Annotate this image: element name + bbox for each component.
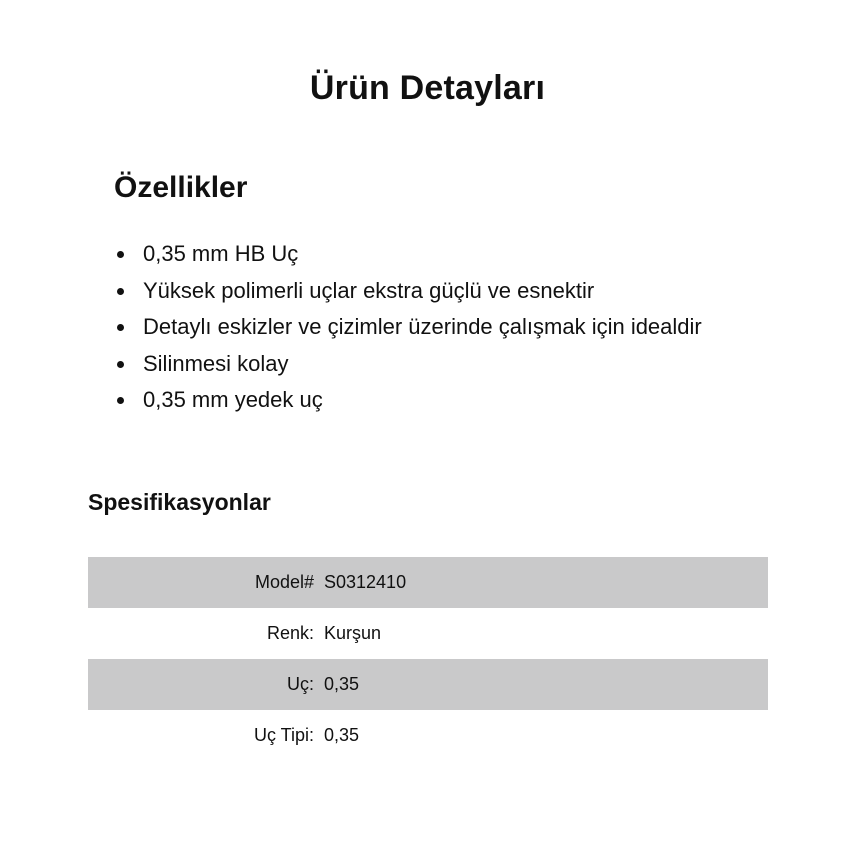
bullet-icon [117,361,124,368]
spec-label: Model# [254,572,314,592]
spec-value: Kurşun [324,623,382,643]
list-item [114,382,702,419]
table-row [88,659,768,710]
features-heading: Özellikler [114,171,248,204]
bullet-icon [117,324,124,331]
list-item-text: 0,35 mm yedek uç [143,387,323,412]
list-item-text: Detaylı eskizler ve çizimler üzerinde çalışmak için idealdir [143,314,702,339]
bullet-icon [117,397,124,404]
list-item [114,273,702,310]
spec-label: Uç: [287,674,314,694]
specifications-heading: Spesifikasyonlar [88,489,271,515]
list-item [114,346,702,383]
page-title: Ürün Detayları [309,69,546,107]
spec-value: 0,35 [324,725,360,745]
spec-value: S0312410 [324,572,407,592]
table-row [88,710,768,761]
table-row [88,608,768,659]
list-item-text: 0,35 mm HB Uç [143,241,299,266]
features-list [114,236,702,419]
bullet-icon [117,251,124,258]
specifications-table [88,557,768,761]
list-item-text: Yüksek polimerli uçlar ekstra güçlü ve esnektir [143,277,595,303]
spec-label: Uç Tipi: [253,725,314,745]
list-item-text: Silinmesi kolay [143,350,289,376]
spec-value: 0,35 [324,674,360,694]
spec-label: Renk: [266,623,314,643]
list-item [114,309,702,346]
bullet-icon [117,288,124,295]
list-item [114,236,702,273]
table-row [88,557,768,608]
